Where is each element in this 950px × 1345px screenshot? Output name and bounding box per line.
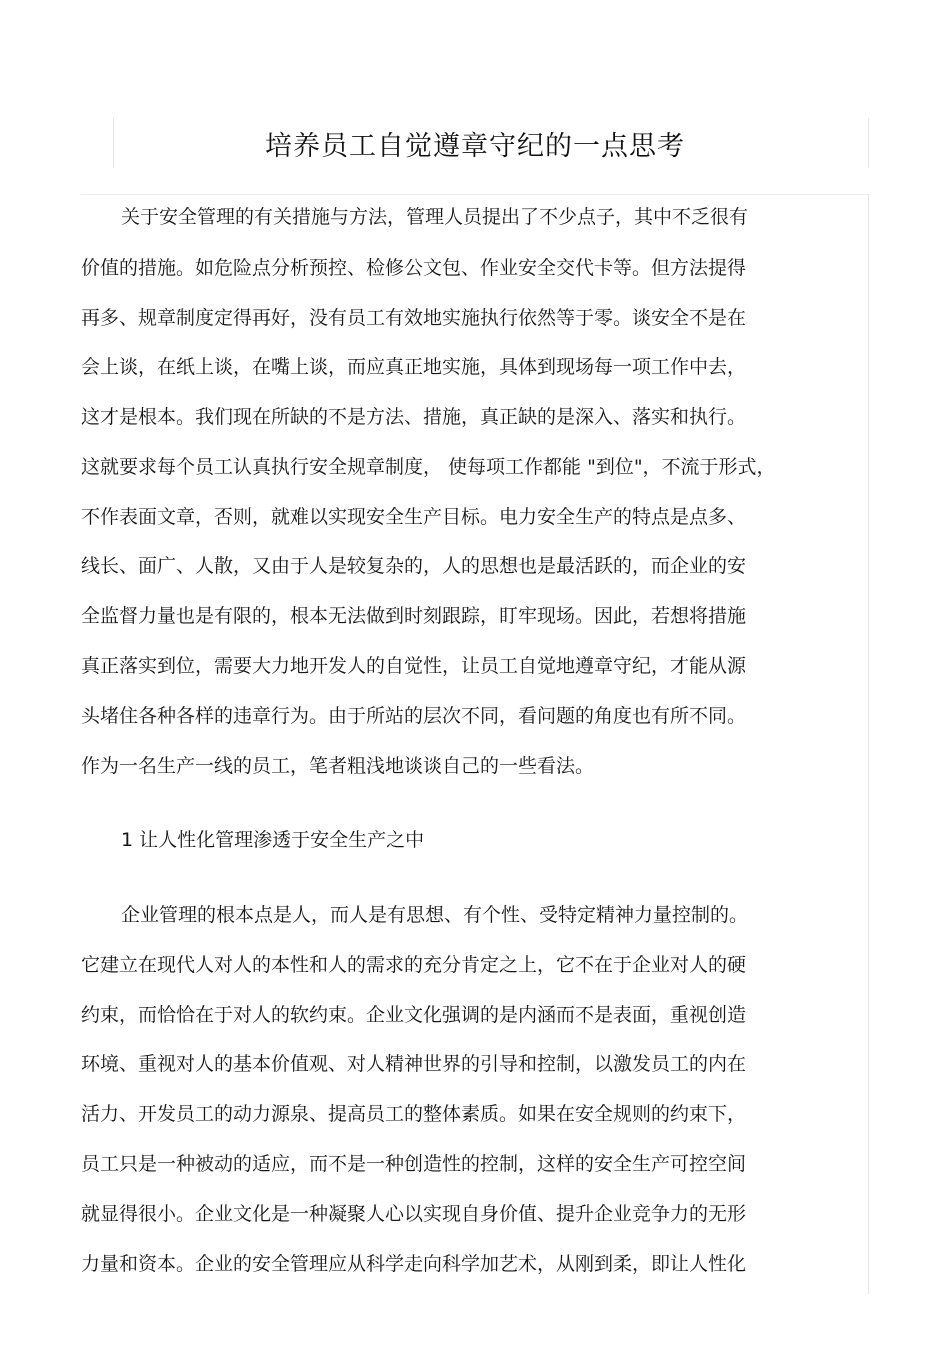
- paragraph1-line: 会上谈，在纸上谈，在嘴上谈，而应真正地实施，具体到现场每一项工作中去，: [81, 356, 747, 378]
- paragraph1-line: 全监督力量也是有限的，根本无法做到时刻跟踪，盯牢现场。因此，若想将措施: [81, 605, 747, 627]
- paragraph1-line: 这才是根本。我们现在所缺的不是方法、措施，真正缺的是深入、落实和执行。: [81, 406, 747, 428]
- paragraph1-line: 关于安全管理的有关措施与方法，管理人员提出了不少点子，其中不乏很有: [121, 206, 749, 228]
- page-frame-right-line: [868, 194, 869, 1294]
- paragraph2-line: 企业管理的根本点是人，而人是有思想、有个性、受特定精神力量控制的。: [121, 904, 749, 926]
- paragraph2-line: 约束，而恰恰在于对人的软约束。企业文化强调的是内涵而不是表面，重视创造: [81, 1004, 747, 1026]
- paragraph1-line: 真正落实到位，需要大力地开发人的自觉性，让员工自觉地遵章守纪，才能从源: [81, 655, 747, 677]
- title-frame-bottom-line: [81, 194, 869, 195]
- paragraph2-line: 力量和资本。企业的安全管理应从科学走向科学加艺术，从刚到柔，即让人性化: [81, 1253, 747, 1275]
- paragraph1-line: 再多、规章制度定得再好，没有员工有效地实施执行依然等于零。谈安全不是在: [81, 307, 747, 329]
- paragraph1-line: 这就要求每个员工认真执行安全规章制度， 使每项工作都能 "到位"，不流于形式，: [81, 456, 776, 478]
- paragraph1-line: 头堵住各种各样的违章行为。由于所站的层次不同，看问题的角度也有所不同。: [81, 705, 747, 727]
- paragraph2-line: 就显得很小。企业文化是一种凝聚人心以实现自身价值、提升企业竞争力的无形: [81, 1203, 747, 1225]
- paragraph2-line: 环境、重视对人的基本价值观、对人精神世界的引导和控制，以激发员工的内在: [81, 1053, 747, 1075]
- paragraph2-line: 它建立在现代人对人的本性和人的需求的充分肯定之上，它不在于企业对人的硬: [81, 954, 747, 976]
- document-title: 培养员工自觉遵章守纪的一点思考: [265, 131, 685, 162]
- paragraph1-line: 价值的措施。如危险点分析预控、检修公文包、作业安全交代卡等。但方法提得: [81, 257, 747, 279]
- paragraph1-line: 不作表面文章，否则，就难以实现安全生产目标。电力安全生产的特点是点多、: [81, 506, 747, 528]
- paragraph1-line: 线长、面广、人散，又由于人是较复杂的，人的思想也是最活跃的，而企业的安: [81, 555, 747, 577]
- paragraph1-line: 作为一名生产一线的员工，笔者粗浅地谈谈自己的一些看法。: [81, 755, 595, 777]
- section-heading: 1 让人性化管理渗透于安全生产之中: [121, 829, 425, 851]
- paragraph2-line: 员工只是一种被动的适应，而不是一种创造性的控制，这样的安全生产可控空间: [81, 1153, 747, 1175]
- paragraph2-line: 活力、开发员工的动力源泉、提高员工的整体素质。如果在安全规则的约束下，: [81, 1103, 747, 1125]
